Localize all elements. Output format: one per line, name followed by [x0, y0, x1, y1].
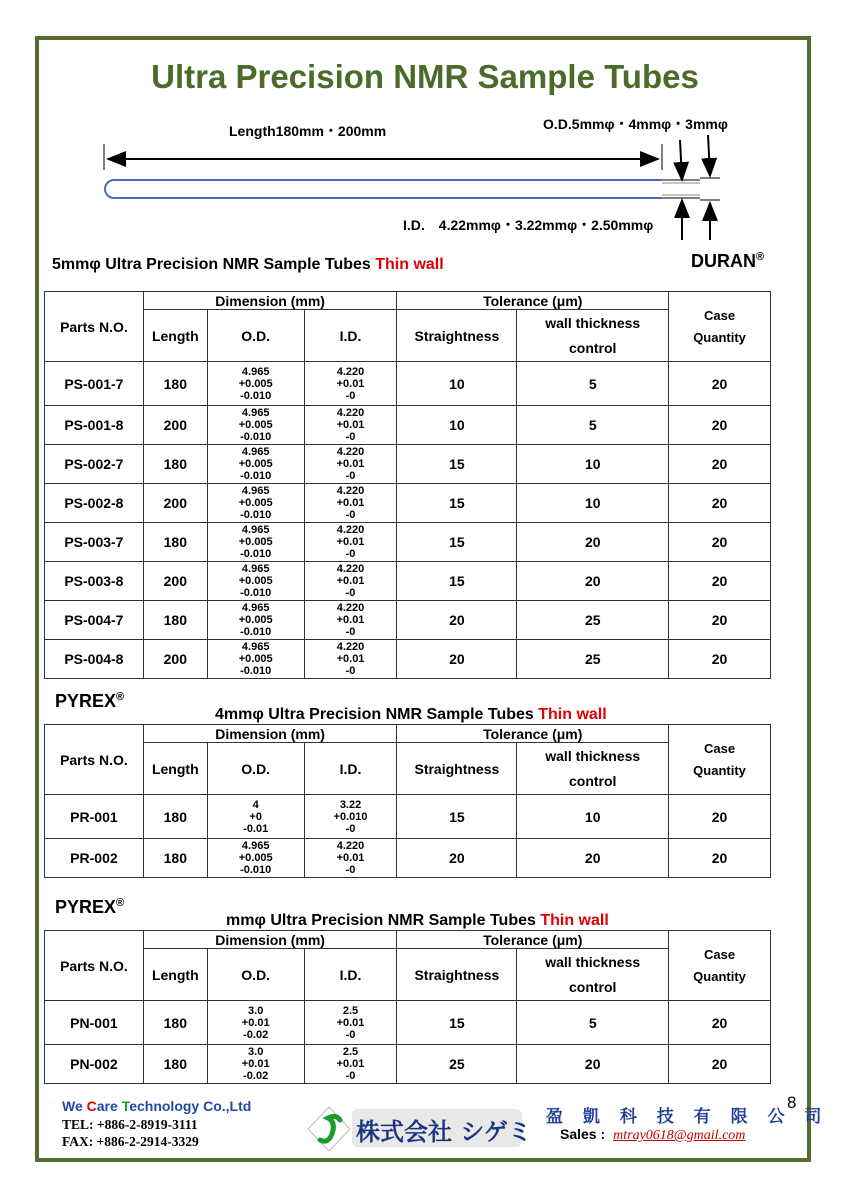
header-quantity: Quantity — [693, 762, 746, 778]
page-number: 8 — [787, 1093, 797, 1112]
table-row — [45, 406, 771, 445]
length-value: 200 — [143, 406, 207, 445]
header-length: Length — [143, 743, 207, 795]
table-row — [45, 523, 771, 562]
id-line: +0.01 — [336, 377, 365, 390]
id-line: +0.01 — [336, 497, 365, 509]
header-wall-line2: control — [568, 978, 617, 995]
od-line: -0.010 — [240, 587, 272, 599]
id-value — [304, 484, 397, 523]
header-tolerance: Tolerance (μm) — [397, 725, 669, 743]
case-quantity-value: 20 — [669, 484, 771, 523]
table-row — [45, 1045, 771, 1084]
id-line: -0 — [345, 587, 356, 599]
case-quantity-value: 20 — [669, 640, 771, 679]
length-value: 180 — [143, 795, 207, 839]
company-name-part: We — [62, 1098, 87, 1114]
header-case: Case — [704, 307, 736, 323]
od-line: 3.0 — [248, 1004, 264, 1017]
od-line: 4.965 — [241, 485, 270, 497]
header-row — [45, 743, 771, 795]
part-number: PN-001 — [45, 1001, 144, 1045]
registered-mark: ® — [116, 897, 125, 909]
header-straightness: Straightness — [397, 949, 517, 1001]
id-line: 4.220 — [336, 602, 365, 614]
wall-thickness-value: 5 — [517, 362, 669, 406]
id-line: 4.220 — [336, 641, 365, 653]
od-value — [207, 484, 304, 523]
od-line: +0.005 — [238, 458, 273, 470]
case-quantity-value: 20 — [669, 406, 771, 445]
table-row — [45, 362, 771, 406]
shigemi-logo — [306, 1106, 532, 1152]
od-line: -0.010 — [240, 389, 272, 402]
header-wall-line1: wall thickness — [545, 314, 641, 331]
header-parts: Parts N.O. — [45, 931, 144, 1001]
header-case-quantity — [669, 931, 771, 1001]
id-value — [304, 362, 397, 406]
header-parts: Parts N.O. — [45, 292, 144, 362]
brand-name: PYREX — [55, 691, 117, 711]
id-value — [304, 562, 397, 601]
company-name-part: C — [86, 1098, 97, 1114]
heading-text: 4mmφ Ultra Precision NMR Sample Tubes — [215, 706, 539, 723]
id-line: -0 — [345, 470, 356, 482]
od-line: +0.005 — [238, 653, 273, 665]
od-line: -0.02 — [243, 1028, 269, 1041]
od-line: +0.01 — [241, 1058, 270, 1070]
header-row — [45, 292, 771, 310]
id-line: -0 — [345, 509, 356, 521]
id-line: 4.220 — [336, 524, 365, 536]
od-value — [207, 795, 304, 839]
id-value — [304, 1045, 397, 1084]
spec-table-pyrex-4mm — [44, 724, 771, 878]
company-name-part: are — [96, 1098, 122, 1114]
od-value — [207, 601, 304, 640]
part-number: PR-001 — [45, 795, 144, 839]
length-value: 200 — [143, 640, 207, 679]
id-label: I.D. 4.22mmφ・3.22mmφ・2.50mmφ — [403, 217, 654, 233]
section-heading — [52, 256, 444, 274]
od-line: 4.965 — [241, 524, 270, 536]
wall-thickness-value: 5 — [517, 406, 669, 445]
header-id: I.D. — [304, 743, 397, 795]
wall-thickness-value: 20 — [517, 562, 669, 601]
id-line: 2.5 — [342, 1004, 359, 1017]
od-line: -0.010 — [240, 470, 272, 482]
id-line: +0.01 — [336, 1016, 365, 1029]
header-wall-line2: control — [568, 772, 617, 789]
header-wall-thickness — [517, 310, 669, 362]
thin-wall-label: Thin wall — [375, 256, 444, 273]
od-line: +0.005 — [238, 419, 273, 431]
id-line: -0 — [345, 822, 356, 835]
header-parts: Parts N.O. — [45, 725, 144, 795]
wall-thickness-value: 20 — [517, 839, 669, 878]
header-wall-thickness — [517, 743, 669, 795]
length-value: 180 — [143, 445, 207, 484]
id-value — [304, 601, 397, 640]
table-row — [45, 445, 771, 484]
section-heading — [215, 706, 607, 724]
header-od: O.D. — [207, 743, 304, 795]
case-quantity-value: 20 — [669, 445, 771, 484]
table-row — [45, 601, 771, 640]
straightness-value: 20 — [397, 601, 517, 640]
od-value — [207, 640, 304, 679]
header-case: Case — [704, 740, 736, 756]
logo-text: 株式会社 シゲミ — [356, 1118, 532, 1146]
case-quantity-value: 20 — [669, 795, 771, 839]
registered-mark: ® — [756, 251, 765, 263]
od-line: +0.005 — [238, 377, 273, 390]
section-heading — [226, 912, 609, 930]
case-quantity-value: 20 — [669, 1045, 771, 1084]
wall-thickness-value: 25 — [517, 640, 669, 679]
id-value — [304, 523, 397, 562]
table-row — [45, 484, 771, 523]
wall-thickness-value: 20 — [517, 1045, 669, 1084]
tel-number: TEL: +886-2-8919-3111 — [62, 1117, 198, 1132]
od-line: -0.010 — [240, 548, 272, 560]
case-quantity-value: 20 — [669, 1001, 771, 1045]
length-label: Length180mm・200mm — [229, 123, 387, 139]
table-row — [45, 1001, 771, 1045]
part-number: PS-003-8 — [45, 562, 144, 601]
od-line: 4 — [252, 798, 259, 811]
length-value: 180 — [143, 362, 207, 406]
id-line: +0.01 — [336, 458, 365, 470]
id-line: +0.010 — [333, 810, 368, 823]
id-line: +0.01 — [336, 575, 365, 587]
id-line: -0 — [345, 1070, 356, 1082]
header-wall-line2: control — [569, 339, 617, 356]
part-number: PS-004-7 — [45, 601, 144, 640]
id-line: -0 — [345, 389, 356, 402]
length-value: 180 — [143, 1001, 207, 1045]
id-line: -0 — [345, 548, 356, 560]
header-wall-line1: wall thickness — [545, 747, 641, 764]
part-number: PN-002 — [45, 1045, 144, 1084]
table-row — [45, 795, 771, 839]
od-line: -0.010 — [240, 509, 272, 521]
id-line: 4.220 — [336, 485, 365, 497]
id-line: +0.01 — [336, 653, 365, 665]
id-line: +0.01 — [336, 419, 365, 431]
header-quantity: Quantity — [693, 329, 746, 345]
length-value: 200 — [143, 484, 207, 523]
straightness-value: 15 — [397, 523, 517, 562]
thin-wall-label: Thin wall — [540, 912, 609, 929]
case-quantity-value: 20 — [669, 523, 771, 562]
header-wall-line1: wall thickness — [545, 953, 641, 970]
od-line: +0.005 — [238, 614, 273, 626]
od-line: 4.965 — [241, 365, 270, 378]
od-value — [207, 523, 304, 562]
id-line: 3.22 — [339, 798, 362, 811]
od-line: 4.965 — [241, 840, 270, 852]
od-value — [207, 839, 304, 878]
header-dimension: Dimension (mm) — [143, 725, 397, 743]
od-value — [207, 562, 304, 601]
id-line: -0 — [345, 626, 356, 638]
od-label: O.D.5mmφ・4mmφ・3mmφ — [543, 116, 728, 132]
id-value — [304, 445, 397, 484]
case-quantity-value: 20 — [669, 562, 771, 601]
case-quantity-value: 20 — [669, 362, 771, 406]
brand-name: PYREX — [55, 897, 117, 917]
header-tolerance: Tolerance (μm) — [397, 292, 669, 310]
header-row — [45, 725, 771, 743]
part-number: PS-002-8 — [45, 484, 144, 523]
fax-number: FAX: +886-2-2914-3329 — [62, 1134, 199, 1149]
wall-thickness-value: 25 — [517, 601, 669, 640]
od-line: +0.005 — [238, 852, 273, 864]
od-line: 4.965 — [241, 563, 270, 575]
od-line: 4.965 — [241, 446, 270, 458]
od-value — [207, 1001, 304, 1045]
case-quantity-value: 20 — [669, 601, 771, 640]
od-line: -0.02 — [243, 1070, 269, 1082]
id-line: +0.01 — [336, 1058, 365, 1070]
table-row — [45, 839, 771, 878]
header-row — [45, 949, 771, 1001]
straightness-value: 10 — [397, 406, 517, 445]
part-number: PS-002-7 — [45, 445, 144, 484]
id-line: 4.220 — [336, 446, 365, 458]
header-row — [45, 310, 771, 362]
company-name — [62, 1098, 251, 1114]
straightness-value: 15 — [397, 562, 517, 601]
header-length: Length — [143, 949, 207, 1001]
id-line: -0 — [345, 431, 356, 443]
header-wall-thickness — [517, 949, 669, 1001]
od-line: -0.010 — [240, 665, 272, 677]
id-line: 4.220 — [336, 365, 365, 378]
company-info — [62, 1098, 251, 1150]
table-row — [45, 640, 771, 679]
header-straightness: Straightness — [397, 743, 517, 795]
header-od: O.D. — [207, 310, 304, 362]
email-link[interactable]: mtray0618@gmail.com — [613, 1128, 746, 1143]
header-od: O.D. — [207, 949, 304, 1001]
table-row — [45, 562, 771, 601]
page-title: Ultra Precision NMR Sample Tubes — [151, 58, 699, 95]
od-line: +0 — [249, 810, 262, 823]
header-case-quantity — [669, 725, 771, 795]
company-name-part: T — [121, 1098, 130, 1114]
id-value — [304, 795, 397, 839]
header-dimension: Dimension (mm) — [143, 931, 397, 949]
part-number: PS-001-7 — [45, 362, 144, 406]
part-number: PS-004-8 — [45, 640, 144, 679]
header-dimension: Dimension (mm) — [143, 292, 397, 310]
straightness-value: 15 — [397, 795, 517, 839]
heading-text: mmφ Ultra Precision NMR Sample Tubes — [226, 912, 541, 929]
straightness-value: 25 — [397, 1045, 517, 1084]
length-value: 180 — [143, 839, 207, 878]
case-quantity-value: 20 — [669, 839, 771, 878]
id-value — [304, 839, 397, 878]
spec-table-pyrex-3mm — [44, 930, 771, 1084]
header-straightness: Straightness — [397, 310, 517, 362]
sales-contact — [560, 1126, 745, 1144]
straightness-value: 15 — [397, 484, 517, 523]
header-row — [45, 931, 771, 949]
straightness-value: 20 — [397, 839, 517, 878]
id-line: -0 — [345, 665, 356, 677]
part-number: PS-001-8 — [45, 406, 144, 445]
id-line: 4.220 — [336, 840, 365, 852]
od-line: -0.010 — [240, 864, 272, 876]
wall-thickness-value: 10 — [517, 795, 669, 839]
od-line: 4.965 — [241, 407, 270, 419]
id-value — [304, 406, 397, 445]
id-value — [304, 1001, 397, 1045]
od-line: +0.01 — [241, 1016, 270, 1029]
id-line: +0.01 — [336, 852, 365, 864]
length-value: 180 — [143, 1045, 207, 1084]
header-case-quantity — [669, 292, 771, 362]
od-line: -0.010 — [240, 431, 272, 443]
od-line: -0.01 — [243, 822, 269, 835]
od-line: 4.965 — [241, 641, 270, 653]
od-line: -0.010 — [240, 626, 272, 638]
od-line: 3.0 — [248, 1046, 264, 1058]
od-value — [207, 1045, 304, 1084]
id-line: 4.220 — [336, 563, 365, 575]
straightness-value: 10 — [397, 362, 517, 406]
id-line: +0.01 — [336, 614, 365, 626]
straightness-value: 15 — [397, 445, 517, 484]
wall-thickness-value: 5 — [517, 1001, 669, 1045]
wall-thickness-value: 10 — [517, 484, 669, 523]
registered-mark: ® — [116, 691, 125, 703]
header-tolerance: Tolerance (μm) — [397, 931, 669, 949]
brand-label — [55, 691, 124, 712]
header-length: Length — [143, 310, 207, 362]
length-value: 200 — [143, 562, 207, 601]
header-id: I.D. — [304, 949, 397, 1001]
wall-thickness-value: 20 — [517, 523, 669, 562]
od-value — [207, 406, 304, 445]
brand-label — [55, 897, 124, 918]
id-line: -0 — [345, 1028, 356, 1041]
chinese-company-name: 盈 凱 科 技 有 限 公 司 — [546, 1107, 829, 1127]
od-value — [207, 362, 304, 406]
od-line: +0.005 — [238, 575, 273, 587]
brand-label — [691, 251, 764, 272]
header-id: I.D. — [304, 310, 397, 362]
id-line: -0 — [345, 864, 356, 876]
wall-thickness-value: 10 — [517, 445, 669, 484]
od-line: +0.005 — [238, 536, 273, 548]
od-value — [207, 445, 304, 484]
part-number: PR-002 — [45, 839, 144, 878]
od-line: +0.005 — [238, 497, 273, 509]
length-value: 180 — [143, 601, 207, 640]
id-line: +0.01 — [336, 536, 365, 548]
brand-name: DURAN — [691, 251, 756, 271]
part-number: PS-003-7 — [45, 523, 144, 562]
id-value — [304, 640, 397, 679]
straightness-value: 20 — [397, 640, 517, 679]
length-value: 180 — [143, 523, 207, 562]
thin-wall-label: Thin wall — [538, 706, 607, 723]
heading-text: 5mmφ Ultra Precision NMR Sample Tubes — [52, 256, 376, 273]
id-line: 4.220 — [336, 407, 365, 419]
spec-table-duran — [44, 291, 771, 679]
od-line: 4.965 — [241, 602, 270, 614]
company-name-part: echnology Co.,Ltd — [129, 1098, 252, 1114]
id-line: 2.5 — [342, 1046, 359, 1058]
header-quantity: Quantity — [693, 968, 746, 984]
header-case: Case — [704, 946, 736, 962]
sales-label: Sales : — [560, 1126, 606, 1142]
straightness-value: 15 — [397, 1001, 517, 1045]
